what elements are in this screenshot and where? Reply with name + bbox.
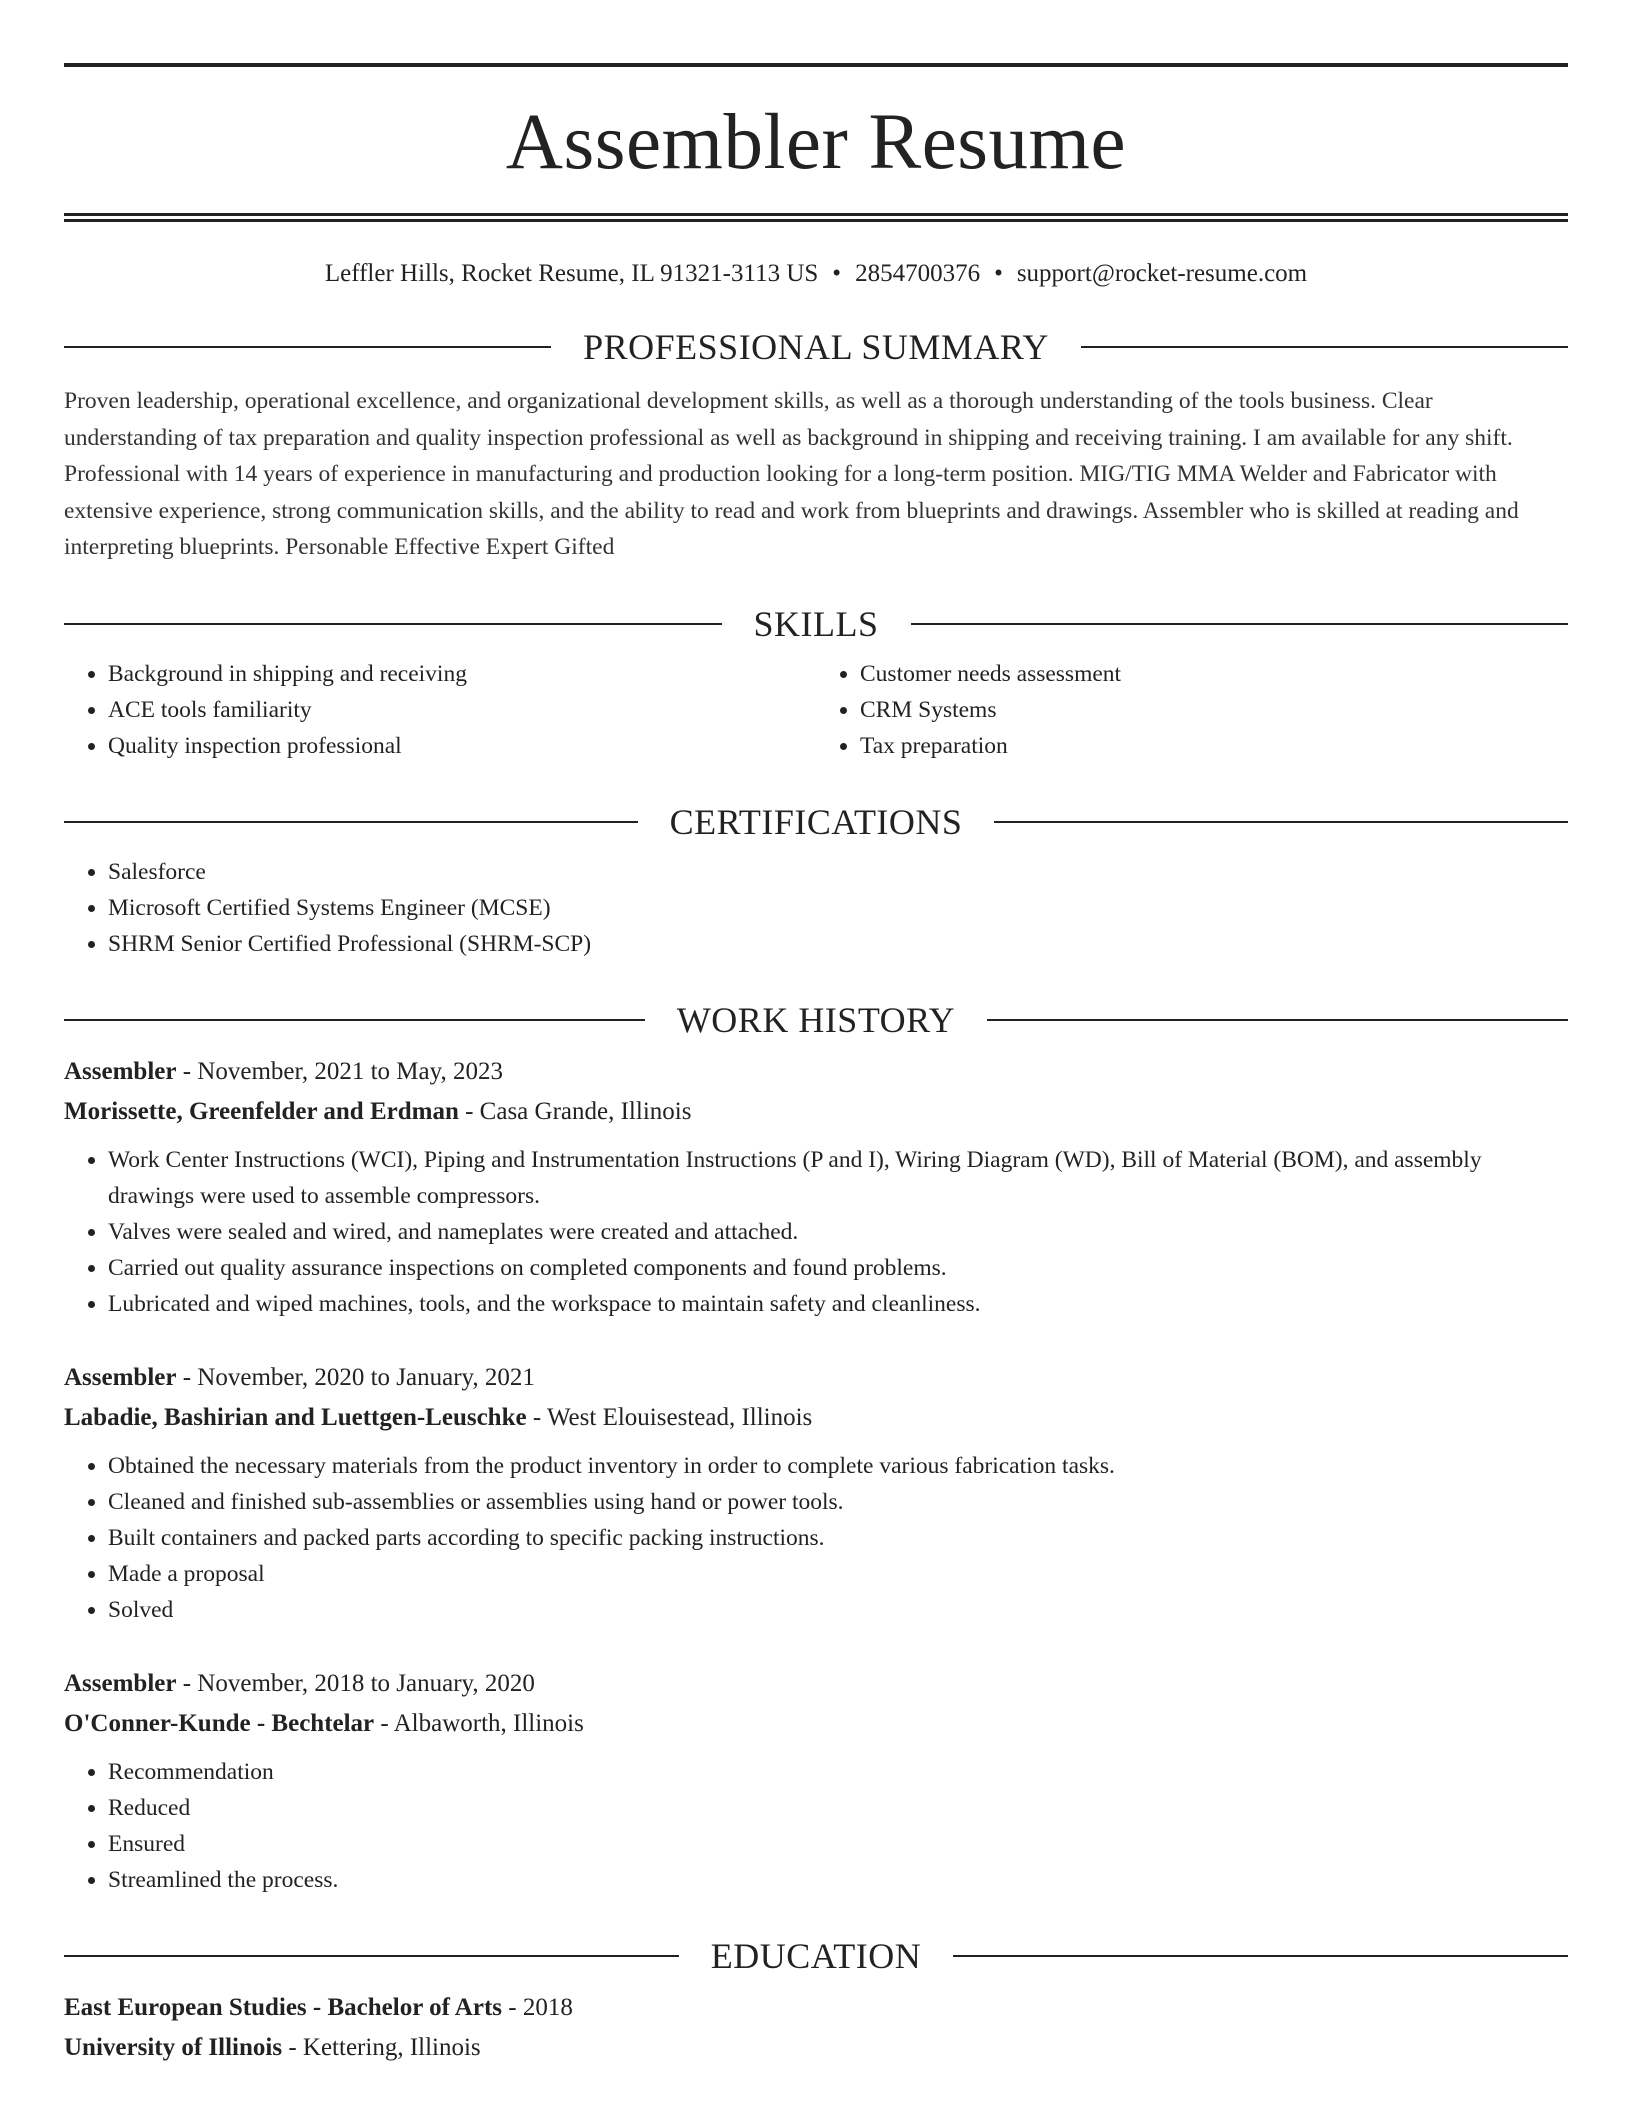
contact-separator: • (832, 260, 842, 287)
job-entry (64, 1664, 1568, 1898)
skill-item: • Background in shipping and receiving (108, 656, 816, 692)
education-location: - Kettering, Illinois (282, 2033, 481, 2061)
job-role: Assembler (64, 1057, 177, 1085)
job-company: Morissette, Greenfelder and Erdman (64, 1097, 459, 1125)
section-summary-heading (64, 329, 1568, 365)
resume-page (64, 0, 1568, 2068)
section-certifications-heading (64, 801, 1568, 842)
job-bullet: • Lubricated and wiped machines, tools, and the workspace to maintain safety and cleanliness. (108, 1286, 1568, 1322)
skill-item: • ACE tools familiarity (108, 692, 816, 728)
skills-list (64, 656, 1568, 764)
job-bullet: • Valves were sealed and wired, and nameplates were created and attached. (108, 1214, 1568, 1250)
job-company-line (64, 1704, 1568, 1744)
education-degree: East European Studies - Bachelor of Arts (64, 1993, 503, 2021)
certifications-list (64, 854, 1568, 962)
job-company-line (64, 1398, 1568, 1438)
job-bullet: • Reduced (108, 1790, 1568, 1826)
job-bullets (64, 1142, 1568, 1322)
job-bullet: • Carried out quality assurance inspections on completed components and found problems. (108, 1250, 1568, 1286)
job-location: - Casa Grande, Illinois (458, 1097, 692, 1125)
job-role: Assembler (64, 1363, 177, 1391)
certification-item: • SHRM Senior Certified Professional (SHRM-SCP) (108, 926, 1568, 962)
skill-item: • Tax preparation (860, 728, 1568, 764)
section-title: PROFESSIONAL SUMMARY (583, 327, 1049, 367)
job-bullet: • Ensured (108, 1826, 1568, 1862)
summary-text: Proven leadership, operational excellence, and organizational development skills, as well as a thorough understanding of the tools business. Clear understanding of tax preparation and quality inspection professional as well as background in shipping and receiving training. I am available for any shift. Professional with 14 years of experience in manufacturing and production looking for a long-term position. MIG/TIG MMA Welder and Fabricator with extensive experience, strong communication skills, and the ability to read and work from blueprints and drawings. Assembler who is skilled at reading and interpreting blueprints. Personable Effective Expert Gifted (64, 388, 1519, 560)
section-title: EDUCATION (710, 1935, 922, 1976)
contact-email: support@rocket-resume.com (1016, 260, 1308, 287)
contact-line (64, 259, 1568, 289)
job-company: O'Conner-Kunde - Bechtelar (64, 1709, 375, 1737)
education-school-line (64, 2028, 1568, 2068)
job-bullet: • Recommendation (108, 1754, 1568, 1790)
education-school: University of Illinois (64, 2033, 283, 2061)
job-role-line (64, 1052, 1568, 1092)
job-location: - West Elouisestead, Illinois (526, 1403, 813, 1431)
job-role-line (64, 1664, 1568, 1704)
section-title: SKILLS (753, 603, 879, 644)
section-title: CERTIFICATIONS (669, 801, 963, 842)
education-year: - 2018 (502, 1993, 573, 2021)
job-location: - Albaworth, Illinois (374, 1709, 584, 1737)
page-title: Assembler Resume (505, 99, 1127, 186)
job-bullet: • Cleaned and finished sub-assemblies or assemblies using hand or power tools. (108, 1484, 1568, 1520)
skill-item: • CRM Systems (860, 692, 1568, 728)
section-skills-heading (64, 603, 1568, 644)
contact-separator: • (994, 260, 1003, 287)
contact-phone: 2854700376 (855, 260, 981, 287)
job-company: Labadie, Bashirian and Luettgen-Leuschke (64, 1403, 527, 1431)
certification-item: • Microsoft Certified Systems Engineer (MCSE) (108, 890, 1568, 926)
skills-column-right (816, 656, 1568, 764)
section-work-heading (64, 999, 1568, 1040)
job-role: Assembler (64, 1669, 177, 1697)
double-rule (64, 213, 1568, 222)
top-rule (64, 63, 1568, 67)
skill-item: • Quality inspection professional (108, 728, 816, 764)
section-title: WORK HISTORY (676, 999, 956, 1040)
job-bullets (64, 1754, 1568, 1898)
education-degree-line (64, 1988, 1568, 2028)
skills-column-left (64, 656, 816, 764)
education-entry (64, 1988, 1568, 2068)
job-bullet: • Obtained the necessary materials from the product inventory in order to complete various fabrication tasks. (108, 1448, 1568, 1484)
job-company-line (64, 1092, 1568, 1132)
job-entry (64, 1358, 1568, 1628)
certification-item: • Salesforce (108, 854, 1568, 890)
job-bullet: • Solved (108, 1592, 1568, 1628)
section-education-heading (64, 1935, 1568, 1976)
job-role-line (64, 1358, 1568, 1398)
job-dates: - November, 2021 to May, 2023 (176, 1057, 503, 1085)
contact-address: Leffler Hills, Rocket Resume, IL 91321-3113 US (324, 260, 819, 287)
job-bullet: • Streamlined the process. (108, 1862, 1568, 1898)
job-bullets (64, 1448, 1568, 1628)
job-bullet: • Built containers and packed parts according to specific packing instructions. (108, 1520, 1568, 1556)
job-entry (64, 1052, 1568, 1322)
skill-item: • Customer needs assessment (860, 656, 1568, 692)
job-dates: - November, 2018 to January, 2020 (176, 1669, 535, 1697)
job-bullet: • Work Center Instructions (WCI), Piping and Instrumentation Instructions (P and I), Wiring Diagram (WD), Bill of Material (BOM), and assembly drawings were used to assemble compressors. (108, 1142, 1568, 1214)
job-bullet: • Made a proposal (108, 1556, 1568, 1592)
job-dates: - November, 2020 to January, 2021 (176, 1363, 535, 1391)
